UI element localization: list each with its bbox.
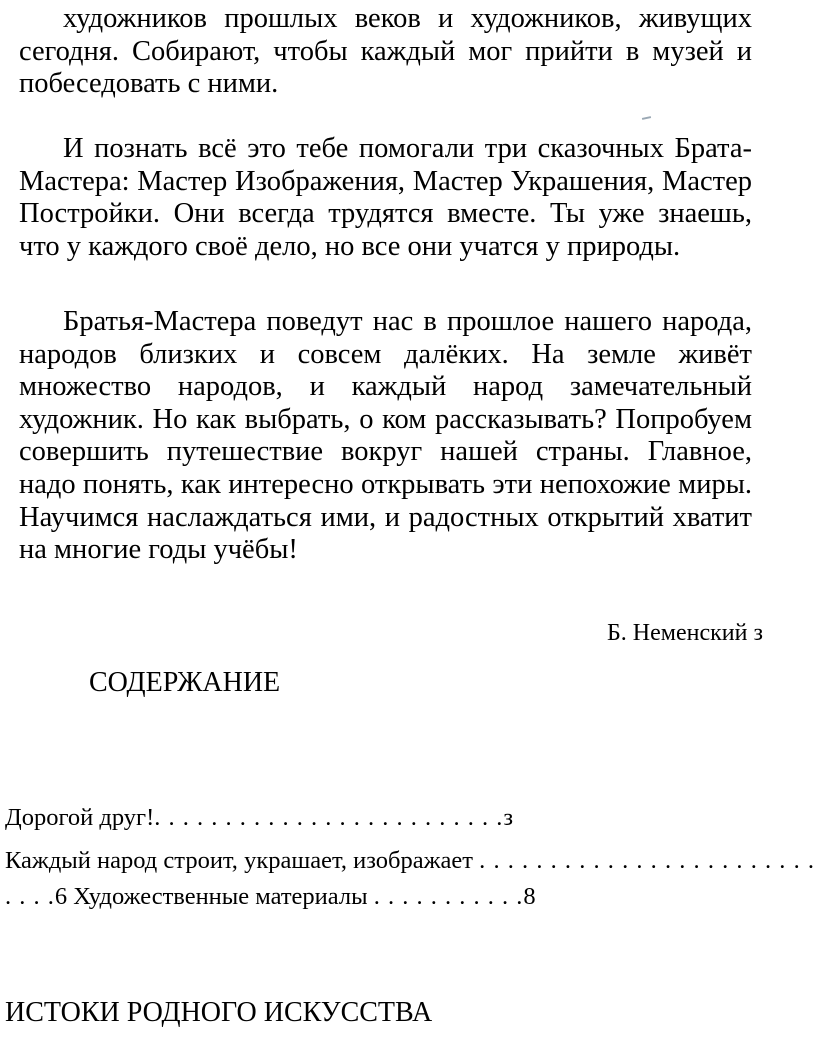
toc-entry-title: Каждый народ строит, украшает, изображает: [5, 847, 473, 874]
paragraph-3: Братья-Мастера поведут нас в прошлое нашего народа, народов близких и совсем далёких. На земле живёт множество народов, и каждый народ замечательный художник. Но как выбрать, о ком рассказывать? Попробуем совершить путешествие вокруг нашей страны. Главное, надо понять, как интересно открывать эти непохожие миры. Научимся наслаждаться ими, и радостных открытий хватит на многие годы учёбы!: [19, 306, 752, 566]
toc-entry-dear-friend: [5, 800, 815, 836]
section-heading: ИСТОКИ РОДНОГО ИСКУССТВА: [5, 997, 433, 1028]
toc-page-number: 6: [54, 883, 68, 910]
toc-page-number: з: [503, 804, 514, 831]
author-signature: Б. Неменский з: [607, 620, 763, 646]
toc-entry-title: Дорогой друг!: [5, 804, 155, 831]
paragraph-2: И познать всё это тебе помогали три сказочных Брата-Мастера: Мастер Изображения, Мастер Украшения, Мастер Постройки. Они всегда трудятся вместе. Ты уже знаешь, что у каждого своё дело, но все они учатся у природы.: [19, 133, 752, 262]
toc-leader-dots: . . . . . . . . . . . . . . . . . . . . . . . . . . . .: [5, 847, 815, 910]
paragraph-1: художников прошлых веков и художников, живущих сегодня. Собирают, чтобы каждый мог прийти в музей и побеседовать с ними.: [19, 3, 752, 100]
contents-heading: СОДЕРЖАНИЕ: [89, 667, 281, 698]
toc-leader-dots: . . . . . . . . . . .: [373, 883, 524, 910]
toc-entry-title: Художественные материалы: [73, 883, 368, 910]
stray-mark: [642, 116, 651, 120]
toc-leader-dots: . . . . . . . . . . . . . . . . . . . . . . . . .: [154, 804, 504, 831]
toc-entries-block: [5, 843, 815, 915]
toc-page-number: 8: [523, 883, 536, 910]
